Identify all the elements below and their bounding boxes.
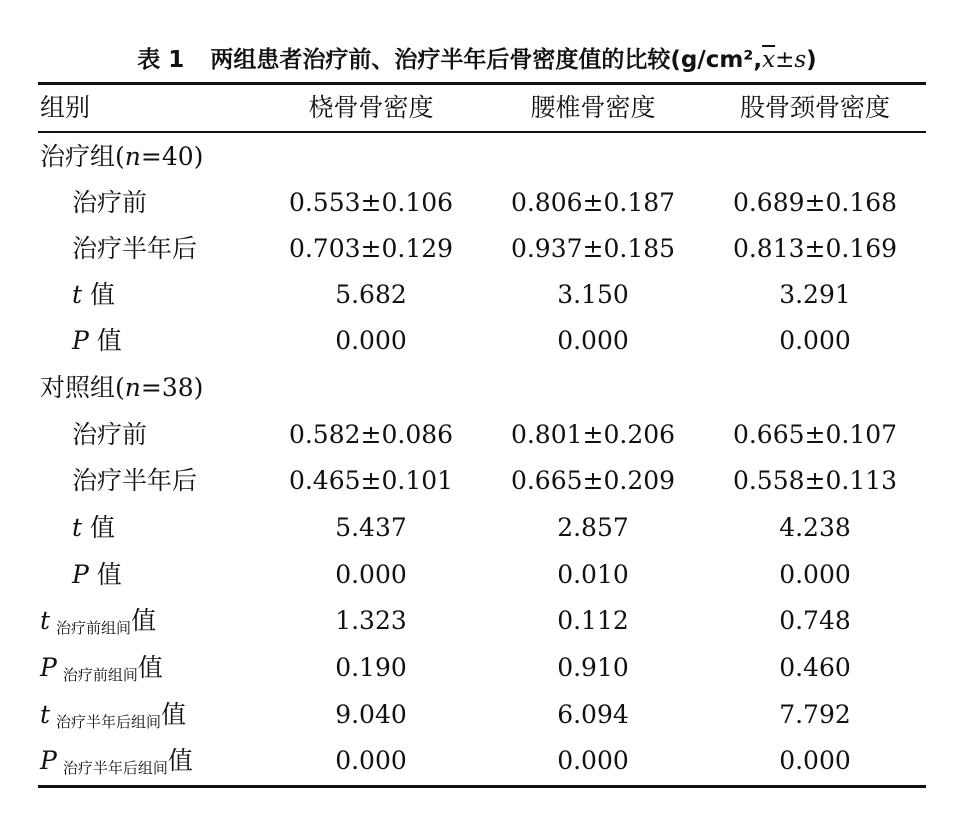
row-label [40, 692, 186, 738]
table-cell: 5.682 [335, 280, 407, 309]
table-row [38, 505, 926, 551]
table-row [38, 645, 926, 691]
table-row [38, 412, 926, 458]
table-cell: 5.437 [335, 513, 407, 542]
table-cell: 0.665±0.209 [510, 466, 676, 495]
table-cell: 4.238 [779, 513, 851, 542]
table-cell: 0.806±0.187 [510, 188, 676, 217]
table-row [38, 226, 926, 272]
n-symbol: n [124, 142, 141, 171]
stat-subscript: 治疗半年后组间 [62, 759, 168, 777]
header-femoral-neck-bmd: 股骨颈骨密度 [739, 93, 890, 122]
n-symbol: n [124, 373, 141, 402]
bottom-rule [38, 785, 926, 788]
row-label [72, 552, 122, 598]
table-cell: 6.094 [557, 700, 629, 729]
mean-symbol: $\overline{x}$ [762, 47, 776, 73]
n-value: =40) [140, 142, 204, 171]
row-label [72, 318, 122, 364]
table-cell: 0.010 [557, 560, 629, 589]
stat-suffix: 值 [96, 560, 122, 589]
row-label [40, 738, 193, 784]
table-caption [0, 40, 954, 80]
table-row [38, 180, 926, 226]
caption-close: ) [806, 47, 817, 73]
table-cell: 0.000 [335, 746, 407, 775]
group-name: 对照组( [40, 373, 125, 402]
table-cell: 0.801±0.206 [510, 420, 676, 449]
header-radius-bmd: 桡骨骨密度 [308, 93, 434, 122]
group-label [40, 134, 203, 180]
table-cell: 0.000 [779, 746, 851, 775]
stat-subscript: 治疗前组间 [62, 666, 138, 684]
table-cell: 0.000 [557, 746, 629, 775]
table-cell: 0.813±0.169 [732, 234, 898, 263]
table-cell: 0.112 [557, 606, 629, 635]
group-header-treatment [38, 134, 926, 180]
header-rule [38, 131, 926, 133]
table-cell: 0.465±0.101 [288, 466, 454, 495]
stat-subscript: 治疗前组间 [56, 619, 132, 637]
table-cell: 9.040 [335, 700, 407, 729]
stat-suffix: 值 [90, 280, 116, 309]
table-cell: 3.150 [557, 280, 629, 309]
table-number: 表 1 [137, 47, 185, 73]
stat-suffix: 值 [96, 326, 122, 355]
row-label: 治疗前 [72, 188, 148, 217]
row-label [40, 598, 156, 644]
row-label [40, 645, 163, 691]
table-row [38, 272, 926, 318]
table-row [38, 552, 926, 598]
group-label [40, 365, 203, 411]
table-cell: 0.460 [779, 653, 851, 682]
stat-symbol: t [72, 280, 83, 309]
table-cell: 0.665±0.107 [732, 420, 898, 449]
table-cell: 2.857 [557, 513, 629, 542]
stat-symbol: t [40, 606, 51, 635]
stat-suffix: 值 [131, 606, 157, 635]
table-cell: 0.748 [779, 606, 851, 635]
table-row [38, 738, 926, 784]
header-row [38, 85, 926, 131]
stat-symbol: P [40, 653, 57, 682]
table-cell: 0.000 [557, 326, 629, 355]
table-cell: 0.553±0.106 [288, 188, 454, 217]
table-row [38, 692, 926, 738]
table-cell: 3.291 [779, 280, 851, 309]
row-label [72, 272, 115, 318]
stat-suffix: 值 [137, 653, 163, 682]
stat-suffix: 值 [90, 513, 116, 542]
table-cell: 0.937±0.185 [510, 234, 676, 263]
stat-symbol: P [40, 746, 57, 775]
stat-symbol: P [72, 326, 89, 355]
stat-suffix: 值 [167, 746, 193, 775]
table-cell: 0.910 [557, 653, 629, 682]
table-cell: 0.000 [335, 326, 407, 355]
group-name: 治疗组( [40, 142, 125, 171]
sd-symbol: ±s [775, 47, 807, 73]
stat-symbol: t [72, 513, 83, 542]
table-cell: 0.000 [779, 326, 851, 355]
table-cell: 0.582±0.086 [288, 420, 454, 449]
table-row [38, 458, 926, 504]
stat-symbol: t [40, 700, 51, 729]
header-lumbar-bmd: 腰椎骨密度 [530, 93, 656, 122]
table-title: 两组患者治疗前、治疗半年后骨密度值的比较(g/cm², [210, 47, 763, 73]
group-header-control [38, 365, 926, 411]
row-label [72, 505, 115, 551]
table-cell: 1.323 [335, 606, 407, 635]
row-label: 治疗半年后 [72, 466, 198, 495]
header-group: 组别 [40, 93, 91, 122]
table-cell: 0.558±0.113 [732, 466, 898, 495]
stat-subscript: 治疗半年后组间 [56, 713, 162, 731]
n-value: =38) [140, 373, 204, 402]
table-cell: 0.190 [335, 653, 407, 682]
table-row [38, 598, 926, 644]
stat-suffix: 值 [161, 700, 187, 729]
table-cell: 0.689±0.168 [732, 188, 898, 217]
table-cell: 0.000 [335, 560, 407, 589]
stat-symbol: P [72, 560, 89, 589]
table-cell: 0.703±0.129 [288, 234, 454, 263]
table-cell: 7.792 [779, 700, 851, 729]
table-cell: 0.000 [779, 560, 851, 589]
row-label: 治疗前 [72, 420, 148, 449]
row-label: 治疗半年后 [72, 234, 198, 263]
table-row [38, 318, 926, 364]
